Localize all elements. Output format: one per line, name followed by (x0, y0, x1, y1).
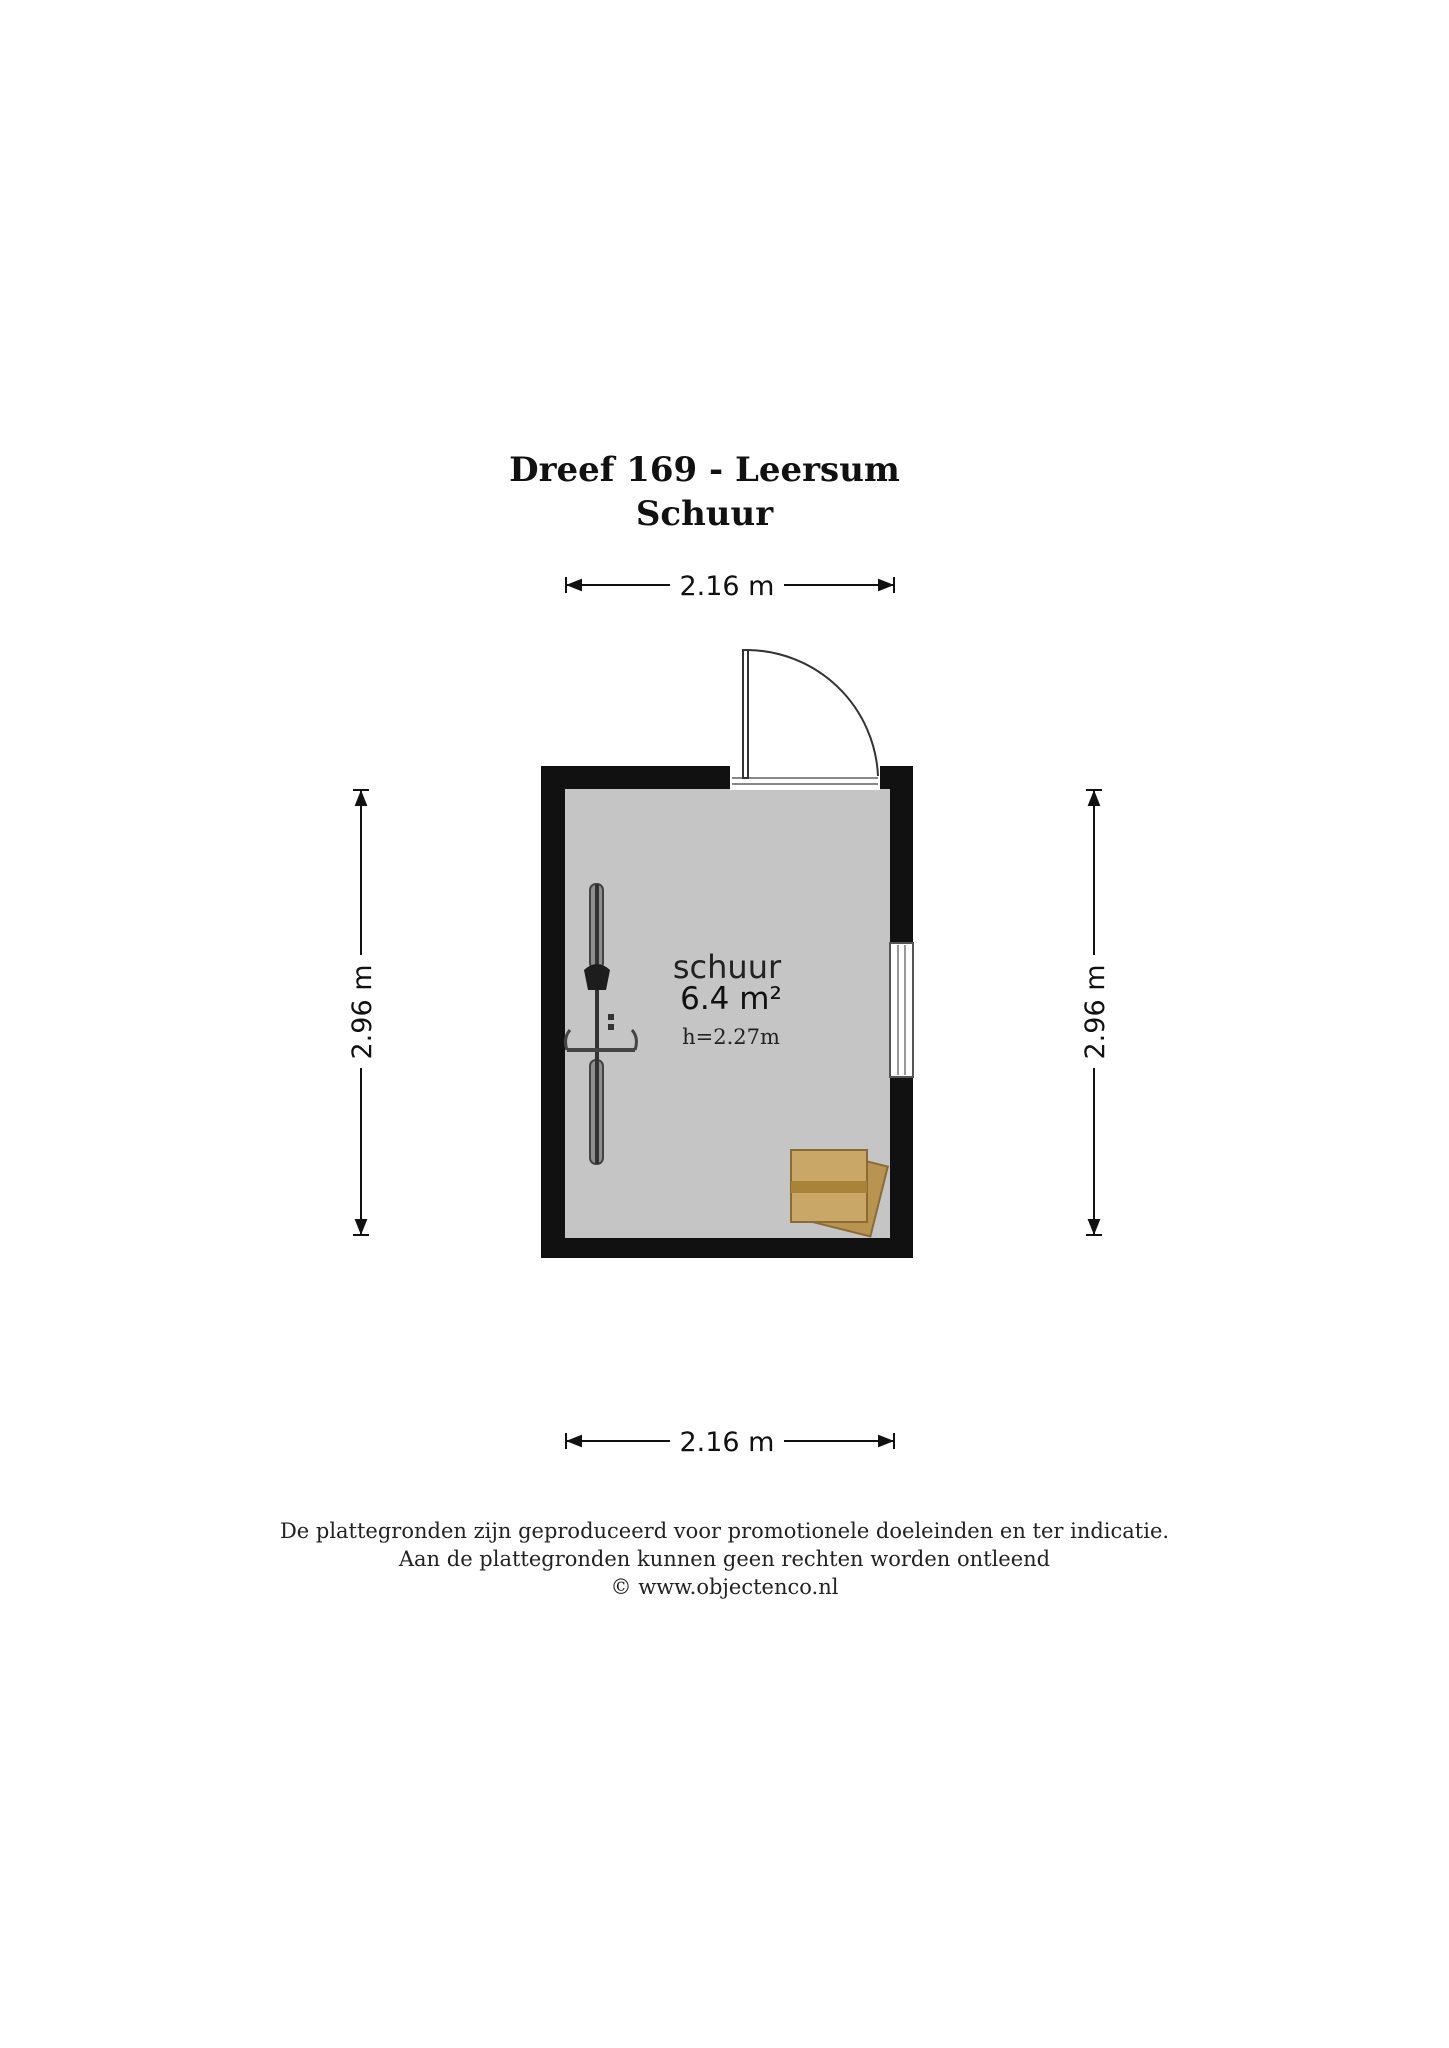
floor-title: Schuur (635, 494, 774, 534)
dimension-bottom (566, 1427, 894, 1458)
dimension-top (566, 571, 894, 602)
plan-title: Dreef 169 - Leersum (509, 450, 900, 490)
copyright-line: © www.objectenco.nl (610, 1575, 839, 1599)
disclaimer (0, 1517, 1449, 1601)
dimension-top-label: 2.16 m (679, 571, 775, 602)
dimension-right (1080, 790, 1111, 1235)
room-name: schuur (672, 948, 782, 986)
room-area: 6.4 m² (680, 981, 782, 1017)
dimension-left (347, 790, 378, 1235)
dimension-left-label: 2.96 m (347, 964, 378, 1060)
dimension-right-label: 2.96 m (1080, 964, 1111, 1060)
disclaimer-line-2: Aan de plattegronden kunnen geen rechten worden ontleend (398, 1547, 1051, 1571)
room-height: h=2.27m (682, 1025, 780, 1049)
window-icon (890, 943, 913, 1077)
dimension-bottom-label: 2.16 m (679, 1427, 775, 1458)
disclaimer-line-1: De plattegronden zijn geproduceerd voor promotionele doeleinden en ter indicatie. (279, 1519, 1170, 1543)
door-swing-icon (730, 650, 880, 790)
